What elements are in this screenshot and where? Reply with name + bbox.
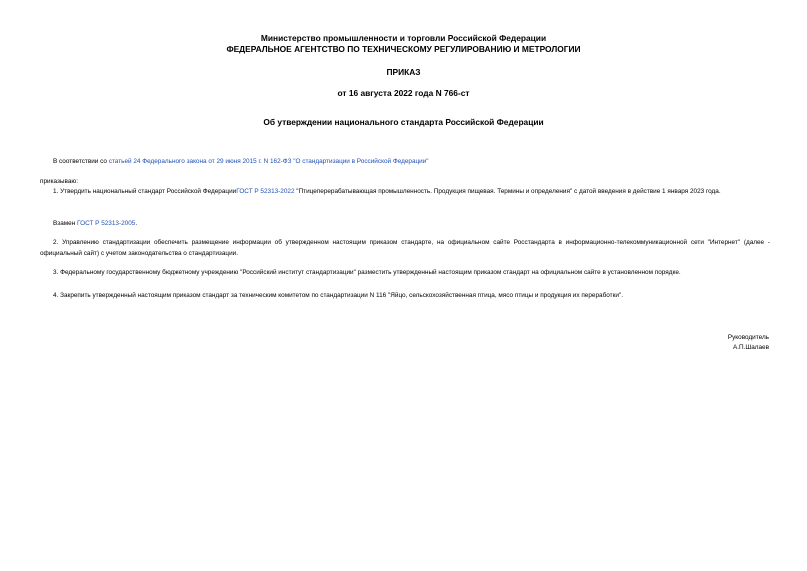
ministry-name: Министерство промышленности и торговли Российской Федерации	[260, 33, 547, 43]
agency-name: ФЕДЕРАЛЬНОЕ АГЕНТСТВО ПО ТЕХНИЧЕСКОМУ РЕГУЛИРОВАНИЮ И МЕТРОЛОГИИ	[226, 44, 581, 54]
item-1-paragraph	[40, 187, 770, 198]
gost-2005-link[interactable]: ГОСТ Р 52313-2005	[77, 220, 136, 227]
replace-paragraph	[40, 219, 770, 230]
item-3-paragraph: 3. Федеральному государственному бюджетному учреждению "Российский институт стандартизации" разместить утвержденный настоящим приказом стандарт на официальном сайте в установленном порядке.	[53, 269, 681, 276]
document-type: ПРИКАЗ	[386, 67, 421, 77]
preamble-prefix: В соответствии со	[53, 158, 109, 165]
signature-title: Руководитель	[727, 334, 769, 341]
order-word: приказываю:	[40, 178, 78, 185]
item-1-suffix: "Птицеперерабатывающая промышленность. Продукция пищевая. Термины и определения" с датой введения в действие 1 января 2023 года.	[294, 188, 721, 195]
preamble-paragraph	[40, 157, 770, 168]
document-date: от 16 августа 2022 года N 766-ст	[337, 88, 470, 98]
item-2-paragraph: 2. Управлению стандартизации обеспечить размещение информации об утвержденном настоящим приказом стандарте, на официальном сайте Росстандарта в информационно-телекоммуникационной сети "Интернет" (далее - официальный сайт) с учетом законодательства о стандартизации.	[40, 239, 770, 257]
signature-name: А.П.Шалаев	[732, 344, 769, 351]
replace-prefix: Взамен	[53, 220, 77, 227]
item-4-paragraph: 4. Закрепить утвержденный настоящим приказом стандарт за техническим комитетом по стандартизации N 116 "Яйцо, сельскохозяйственная птица, мясо птицы и продукция их переработки".	[53, 292, 623, 299]
document-subject: Об утверждении национального стандарта Российской Федерации	[263, 117, 544, 127]
item-1-prefix: 1. Утвердить национальный стандарт Российской Федерации	[53, 188, 237, 195]
gost-2022-link[interactable]: ГОСТ Р 52313-2022	[236, 188, 295, 195]
replace-suffix: .	[135, 220, 138, 227]
federal-law-link[interactable]: статьей 24 Федерального закона от 29 июня 2015 г. N 162-ФЗ "О стандартизации в Российской Федерации"	[108, 158, 429, 165]
